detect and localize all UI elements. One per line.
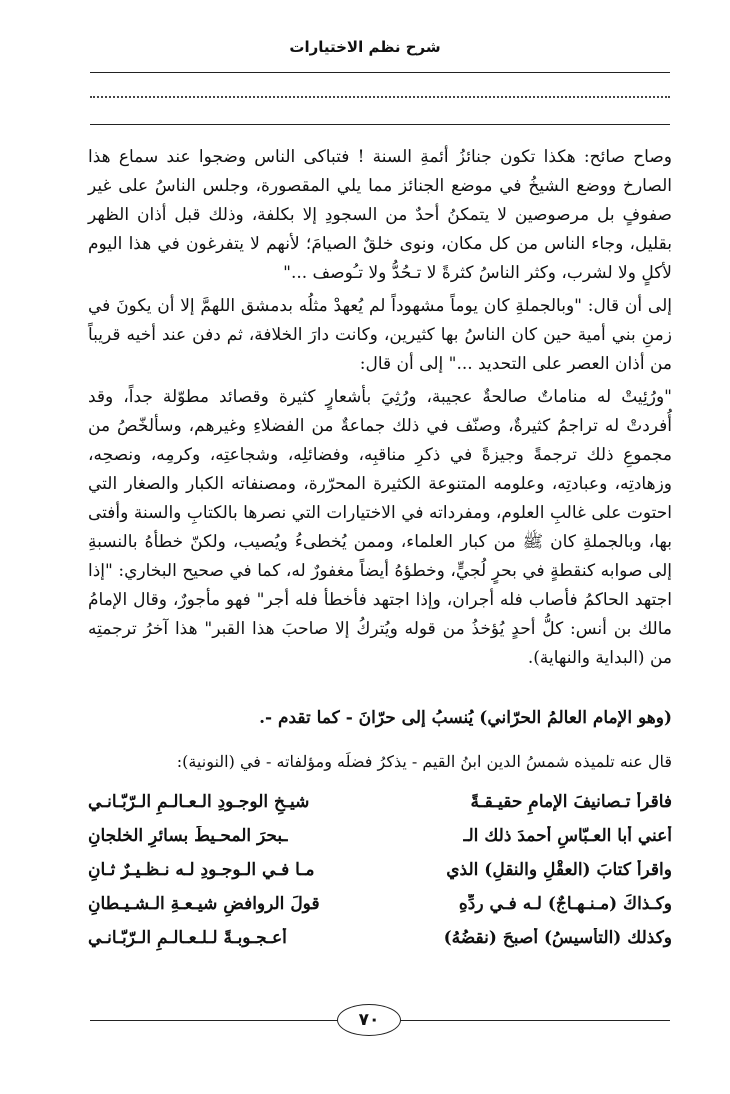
poem-verse — [88, 860, 672, 894]
poem — [88, 792, 672, 962]
poem-verse — [88, 826, 672, 860]
verse-second-hemistich: أُعـجـوبـةً لـلـعـالـمِ الـرّبّـانـي — [88, 928, 287, 948]
header-rule-bottom — [90, 124, 670, 125]
section-heading: (وهو الإمام العالمُ الحرّاني) يُنسبُ إلى حرّانَ - كما تقدم -. — [259, 708, 672, 728]
running-header-title: شرح نظم الاختيارات — [289, 38, 441, 56]
verse-second-hemistich: قولَ الروافضِ شيـعـةِ الـشـيـطانِ — [88, 894, 320, 914]
paragraph-memorable-day: إلى أن قال: "وبالجملةِ كان يوماً مشهوداً لم يُعهدْ مثلُه بدمشق اللهمَّ إلا أن يكونَ في زمنِ بني أمية حين كان الناسُ بها كثيرين، وكانت دارَ الخلافة، ثم دفن عند أخيه قريباً من أذان العصر على التحديد ..." إلى أن قال: — [88, 296, 672, 374]
verse-second-hemistich: مـا فـي الـوجـودِ لـه نـظـيـرٌ ثـانِ — [88, 860, 315, 880]
verse-second-hemistich: شيـخِ الوجـودِ الـعـالـمِ الـرّبّـانـي — [88, 792, 310, 812]
paragraph-biography: "ورُئِيتْ له مناماتٌ صالحةٌ عجيبة، ورُثِيَ بأشعارٍ كثيرة وقصائد مطوّلة جداً، وقد أُفردتْ له تراجمُ كثيرةٌ، وصنّف في ذلك جماعةٌ من الفضلاءِ وغيرهم، وسألخّصُ من مجموعِ ذلك ترجمةً وجيزةً في ذكرِ مناقبِه، وفضائلِه، وشجاعتِه، وكرمِه، ونصحِه، وزهادتِه، وعبادتِه، وعلومه المتنوعة الكثيرة المحرّرة، ومصنفاته الكبار والصغار التي احتوت على غالبِ العلوم، ومفرداته في الاختيارات التي نصرها بالكتابِ والسنة وأفتى بها، وبالجملةِ كان ﷺ من كبار العلماء، وممن يُخطىءُ ويُصيب، ولكنّ خطأهُ بالنسبةِ إلى صوابه كنقطةٍ في بحرٍ لُجيٍّ، وخطؤهُ أيضاً مغفورٌ له، كما في صحيح البخاري: "إذا اجتهد الحاكمُ فأصاب فله أجران، وإذا اجتهد فأخطأ فله أجر" فهو مأجورٌ، وقال الإمامُ مالك بن أنس: كلُّ أحدٍ يُؤخذُ من قوله ويُتركُ إلا صاحبَ هذا القبر" هذا آخرُ ترجمتِه من (البداية والنهاية). — [88, 387, 672, 668]
poem-intro: قال عنه تلميذه شمسُ الدين ابنُ القيم - يذكرُ فضلَه ومؤلفاته - في (النونية): — [176, 752, 672, 771]
paragraph-funeral: وصاح صائح: هكذا تكون جنائزُ أئمةِ السنة ! فتباكى الناس وضجوا عند سماع هذا الصارخ ووضع الشيخُ في موضع الجنائز مما يلي المقصورة، وجلس الناسُ على غير صفوفٍ بل مرصوصين لا يتمكنُ أحدٌ من السجودِ إلا بكلفة، وذلك قبل أذان الظهر بقليل، وجاء الناس من كل مكان، ونوى خلقٌ الصيامَ؛ لأنهم لا يتفرغون في هذا اليوم لأكلٍ ولا لشرب، وكثر الناسُ كثرةً لا تـحُدُّ ولا تـُوصف ..." — [88, 147, 672, 283]
verse-first-hemistich: فاقرأْ تـصانيفَ الإمامِ حقيـقـةً — [470, 792, 672, 812]
header-rule-top — [90, 72, 670, 73]
poem-verse — [88, 792, 672, 826]
verse-first-hemistich: أعني أبا العـبّاسِ أحمدَ ذلك الـ — [463, 826, 672, 846]
header-dotted-separator — [90, 96, 670, 98]
verse-second-hemistich: ـبحرَ المحـيطَ بسائرِ الخلجانِ — [88, 826, 288, 846]
verse-first-hemistich: واقرأْ كتابَ (العقْلِ والنقلِ) الذي — [446, 860, 672, 880]
verse-first-hemistich: وكـذاكَ (مـنـهـاجٌ) لـه فـي ردِّهِ — [458, 894, 672, 914]
page-number: ٧٠ — [337, 1004, 401, 1036]
body-text — [88, 143, 672, 677]
verse-first-hemistich: وكذلك (التأسيسُ) أصبحَ (نقضُهُ) — [443, 928, 672, 948]
poem-verse — [88, 928, 672, 962]
poem-verse — [88, 894, 672, 928]
